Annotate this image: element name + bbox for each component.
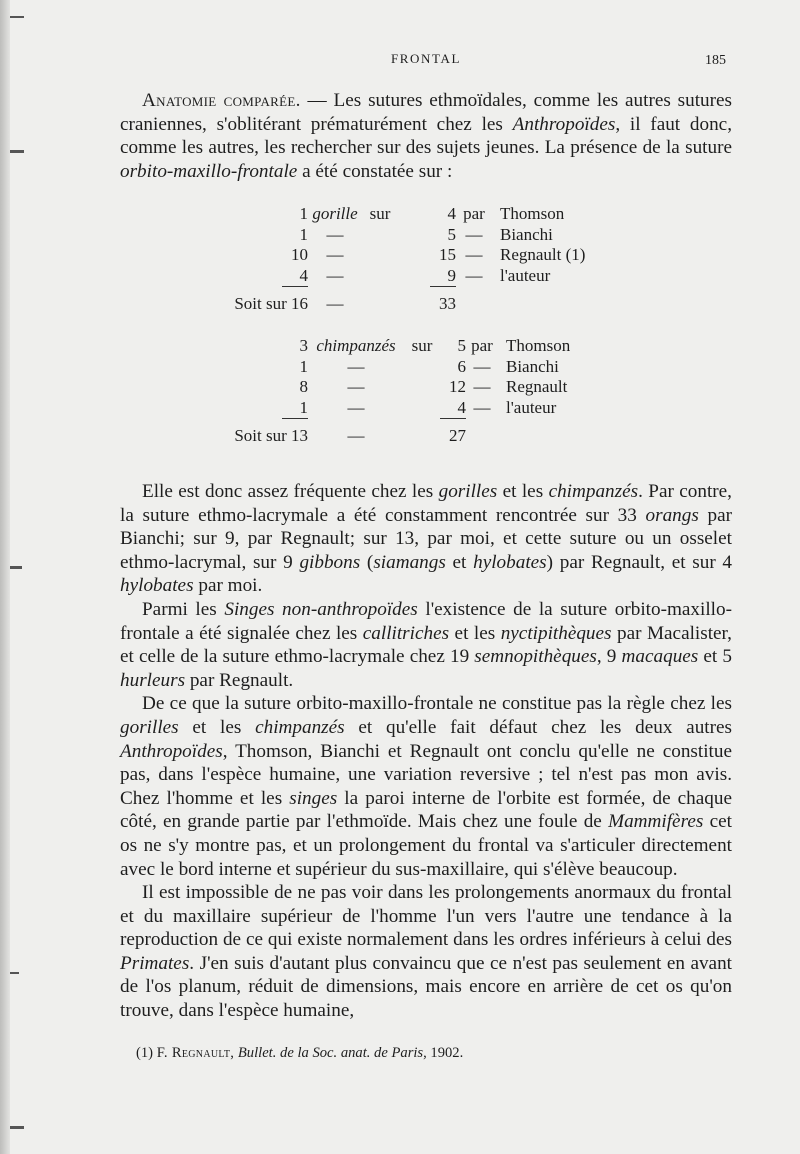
sum-row [214, 426, 618, 447]
section-heading: Anatomie comparée. [142, 90, 301, 111]
sum-row [214, 294, 612, 315]
italic-run: semnopithèques [474, 646, 597, 668]
sum-rule [214, 286, 308, 294]
running-title: FRONTAL [390, 51, 462, 66]
cell-author: Thomson [500, 204, 565, 223]
cell-sur: sur [411, 336, 433, 355]
cell-par: — [465, 224, 483, 244]
text-run: et les [449, 622, 501, 644]
text-run: par Macalister, et celle de la suture ethmo-lacrymale chez 19 [120, 622, 732, 668]
text-run: . J'en suis d'autant plus convaincu que ce n'est pas seulement en avant de l'os planum, réduit de dimensions, mais encore en arrière de cet os qu'on trouve, dans l'espèce humaine, [120, 952, 732, 1022]
cell-animal: gorille [312, 204, 358, 223]
text-run: et [445, 551, 474, 573]
cell-total: 9 [447, 265, 456, 285]
text-run: la paroi interne de l'orbite est formée, de chaque côté, en grande partie par l'ethmoïde. Mais chez une foule de [120, 787, 732, 833]
italic-run: Singes non-anthropoïdes [224, 598, 418, 620]
text-run: et les [497, 481, 549, 502]
cell-animal: — [326, 224, 344, 244]
scan-mark [10, 150, 24, 153]
text-run: par Regnault. [185, 669, 294, 691]
italic-run: orbito-maxillo-frontale [120, 160, 298, 182]
footnote [136, 1045, 463, 1062]
text-run: et qu'elle fait défaut chez les deux autres [344, 716, 732, 738]
italic-run: singes [289, 787, 338, 809]
footnote-mark: (1) [136, 1045, 154, 1061]
italic-run: chimpanzés [255, 716, 345, 738]
text-run: ) par Regnault, et sur 4 [546, 551, 733, 573]
text-run: Parmi les [142, 598, 225, 620]
italic-run: hurleurs [120, 669, 186, 691]
text-run: ( [360, 551, 374, 573]
cell-sur [362, 266, 398, 287]
sum-num: 13 [291, 426, 308, 446]
text-run: et les [178, 716, 256, 738]
table-row [214, 204, 612, 225]
cell-count: 1 [299, 397, 308, 417]
italic-run: Primates [120, 952, 190, 974]
sum-num: 16 [291, 294, 308, 314]
cell-author: Thomson [506, 336, 571, 355]
cell-count: 4 [299, 265, 308, 285]
cell-count: 8 [299, 377, 308, 397]
italic-run: Mammifères [608, 811, 704, 833]
italic-run: hylobates [120, 575, 194, 597]
italic-run: siamangs [373, 551, 446, 573]
sum-total: 27 [449, 426, 466, 446]
table-row [214, 225, 612, 246]
text-run: De ce que la suture orbito-maxillo-frontale ne constitue pas la règle chez les [142, 693, 732, 715]
cell-par: par [471, 336, 493, 355]
cell-total: 4 [447, 204, 456, 223]
table-row [214, 398, 618, 419]
italic-run: gorilles [120, 716, 179, 738]
cell-par: — [465, 265, 483, 285]
italic-run: macaques [621, 646, 699, 668]
cell-count: 1 [299, 204, 308, 223]
sum-rule [440, 418, 466, 426]
cell-par: — [473, 397, 491, 417]
footnote-year: , 1902. [423, 1045, 464, 1061]
italic-run: Anthropoïdes [120, 740, 223, 762]
paragraph-frequence [120, 480, 732, 1023]
italic-run: callitriches [362, 622, 450, 644]
cell-author: Bianchi [506, 356, 559, 376]
sum-label: Soit sur [234, 426, 287, 446]
table-row [214, 266, 612, 287]
sum-rule [214, 418, 308, 426]
sum-rule-row [214, 286, 612, 294]
cell-sur [404, 377, 440, 398]
cell-animal: — [347, 377, 365, 397]
sum-count [214, 426, 308, 447]
cell-animal: — [347, 397, 365, 417]
text-run: Elle est donc assez fréquente chez les [142, 481, 439, 502]
cell-count: 3 [299, 336, 308, 355]
footnote-author: F. Regnault, [156, 1045, 235, 1061]
text-run: , 9 [596, 646, 622, 668]
text-run: l'existence de la suture orbito-maxillo-frontale a été signalée chez les [120, 598, 732, 644]
text-run: — Les sutures ethmoïdales, comme les autres sutures craniennes, s'oblitérant prématurément chez les [120, 90, 732, 135]
italic-run: gorilles [438, 481, 498, 502]
table-row [214, 377, 618, 398]
text-run: , Thomson, Bianchi et Regnault ont conclu qu'elle ne constitue pas, dans l'espèce humaine, une variation reversive ; tel n'est pas mon avis. Chez l'homme et les [120, 740, 732, 809]
sum-dash: — [326, 294, 344, 314]
cell-total: 6 [457, 356, 466, 376]
table-row [214, 245, 612, 266]
cell-sur [404, 398, 440, 419]
text-run: a été constatée sur : [297, 160, 453, 182]
text-run: par Bianchi; sur 9, par Regnault; sur 13, par moi, et cette suture ou un osselet ethmo-lacrymal, sur 9 [120, 504, 732, 573]
cell-par: — [473, 377, 491, 397]
sum-dash: — [347, 426, 365, 446]
sum-rule-row [214, 418, 618, 426]
text-run: et 5 [698, 646, 732, 668]
page-number: 185 [705, 53, 726, 68]
cell-total: 5 [447, 224, 456, 244]
cell-count: 10 [291, 245, 308, 265]
cell-total: 5 [457, 336, 466, 355]
text-run: . Par contre, la suture ethmo-lacrymale a été constamment rencontrée sur 33 [120, 481, 732, 526]
cell-author: Bianchi [500, 224, 553, 244]
cell-sur: sur [369, 204, 391, 223]
scan-mark [10, 1126, 24, 1129]
italic-run: Anthropoïdes [512, 113, 616, 135]
scan-mark [10, 972, 19, 974]
italic-run: chimpanzés [548, 481, 639, 502]
table-row [214, 357, 618, 378]
cell-animal: chimpanzés [316, 336, 396, 355]
cell-total: 4 [457, 397, 466, 417]
sum-total: 33 [439, 294, 456, 314]
sum-label: Soit sur [234, 294, 287, 314]
cell-par: — [465, 245, 483, 265]
text-run: Il est impossible de ne pas voir dans les prolongements anormaux du frontal et du maxillaire supérieur de l'homme l'un vers l'autre une tendance à la reproduction de ce qui existe normalement dans les ordres inférieurs à celui des [120, 882, 732, 951]
paragraph-intro [120, 89, 732, 183]
cell-author: l'auteur [506, 397, 557, 417]
cell-animal: — [326, 245, 344, 265]
cell-animal: — [347, 356, 365, 376]
cell-author: Regnault [506, 377, 568, 397]
cell-count: 1 [299, 356, 308, 376]
cell-count: 1 [299, 224, 308, 244]
cell-author: l'auteur [500, 265, 551, 285]
cell-sur [362, 245, 398, 266]
cell-animal: — [326, 265, 344, 285]
italic-run: orangs [645, 504, 699, 526]
scan-mark [10, 566, 22, 569]
table-chimpanzes [214, 336, 618, 447]
sum-count [214, 294, 308, 315]
scan-mark [10, 16, 24, 18]
cell-total: 12 [449, 377, 466, 397]
cell-par: par [463, 204, 485, 223]
text-run: par moi. [193, 575, 263, 597]
cell-sur [404, 357, 440, 378]
table-gorilles [214, 204, 612, 315]
italic-run: nyctipithèques [500, 622, 612, 644]
table-row [214, 336, 618, 357]
italic-run: hylobates [473, 551, 547, 573]
running-header [120, 49, 732, 71]
text-run: , il faut donc, comme les autres, les rechercher sur des sujets jeunes. La présence de la suture [120, 113, 732, 159]
cell-par: — [473, 356, 491, 376]
sum-rule [398, 286, 456, 294]
cell-sur [362, 225, 398, 246]
cell-total: 15 [439, 245, 456, 265]
scan-edge [0, 0, 10, 1154]
text-run: cet os ne s'y montre pas, et un prolongement du frontal va s'articuler directement avec le bord interne et supérieur du sus-maxillaire, qui s'élève beaucoup. [120, 811, 732, 880]
italic-run: gibbons [299, 551, 361, 573]
footnote-title: Bullet. de la Soc. anat. de Paris [237, 1045, 424, 1061]
cell-author: Regnault (1) [500, 245, 586, 265]
